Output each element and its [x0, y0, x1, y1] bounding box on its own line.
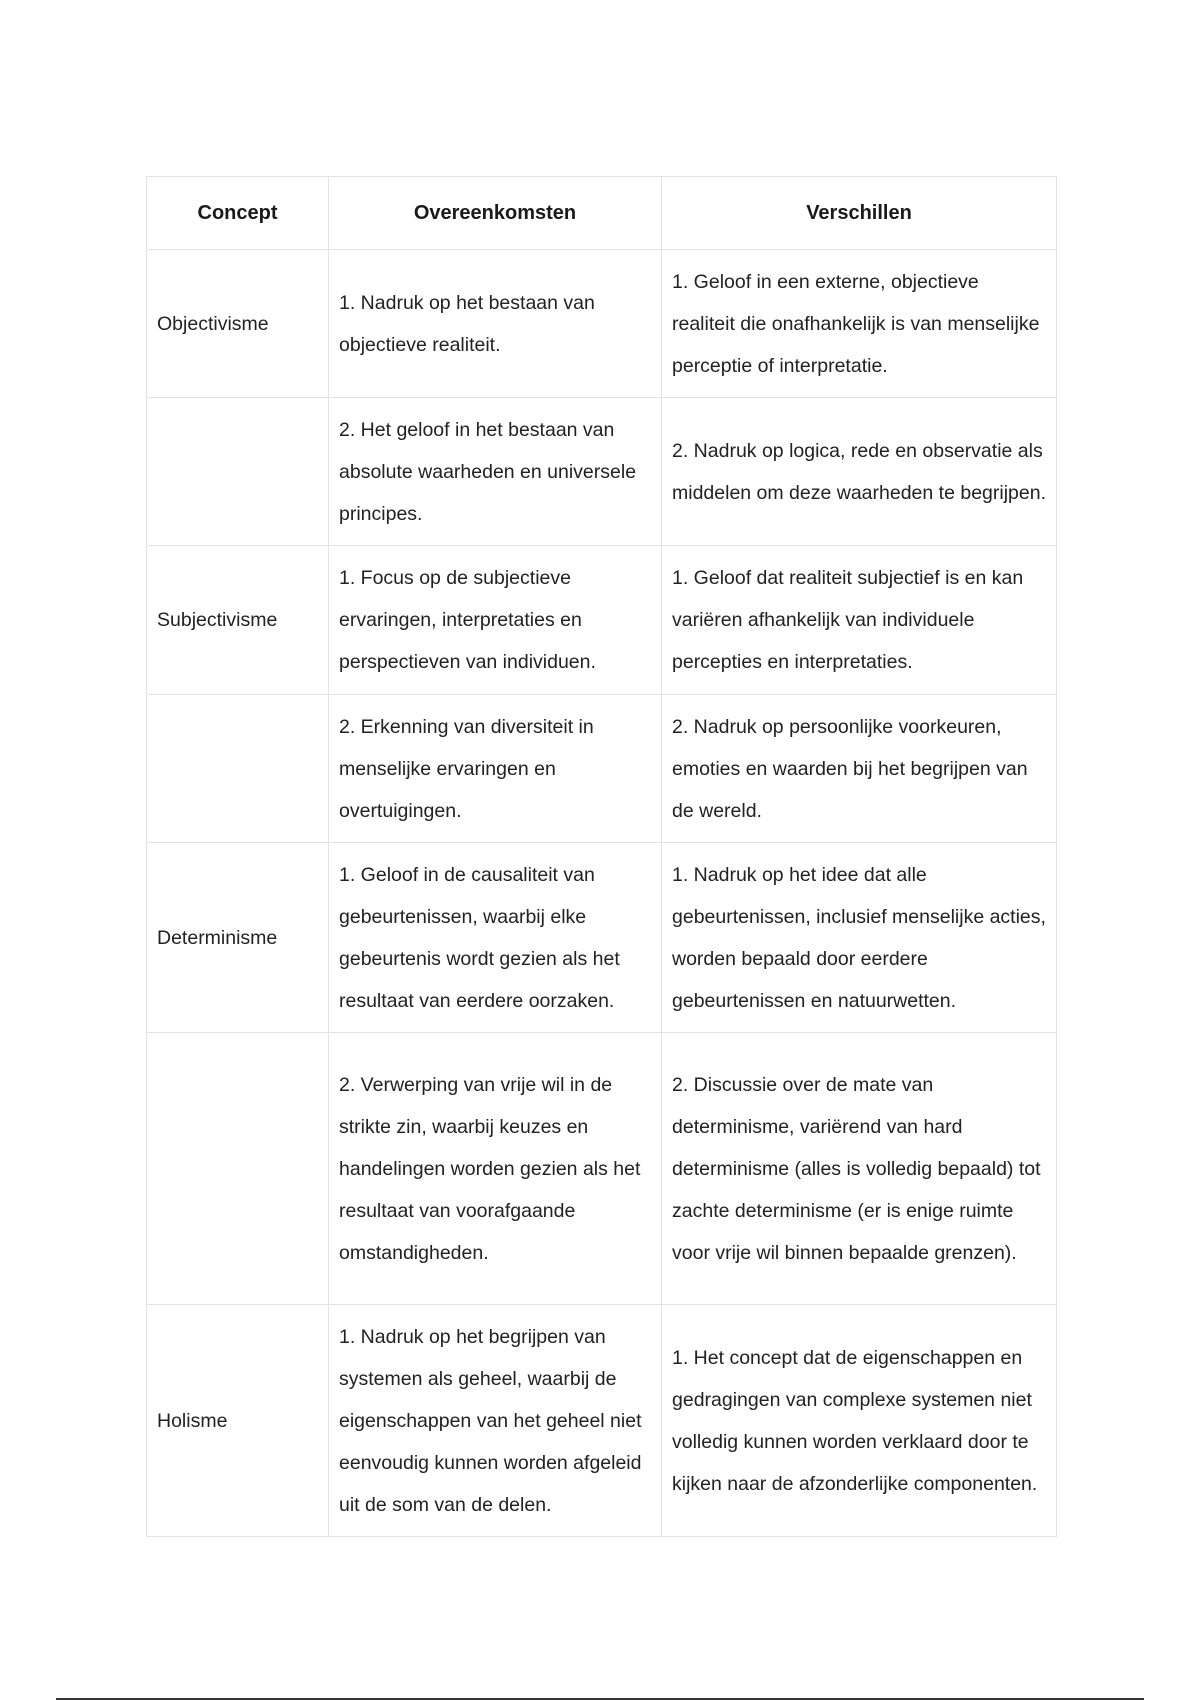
header-differences: Verschillen: [662, 177, 1057, 250]
similarity-cell: 1. Nadruk op het begrijpen van systemen als geheel, waarbij de eigenschappen van het geheel niet eenvoudig kunnen worden afgeleid uit de som van de delen.: [329, 1305, 662, 1537]
similarity-cell: 2. Verwerping van vrije wil in de strikte zin, waarbij keuzes en handelingen worden gezien als het resultaat van voorafgaande omstandigheden.: [329, 1033, 662, 1305]
header-similarities: Overeenkomsten: [329, 177, 662, 250]
concept-cell: Objectivisme: [147, 250, 329, 398]
similarity-cell: 2. Erkenning van diversiteit in menselijke ervaringen en overtuigingen.: [329, 695, 662, 843]
similarity-cell: 2. Het geloof in het bestaan van absolute waarheden en universele principes.: [329, 398, 662, 546]
difference-cell: 2. Nadruk op persoonlijke voorkeuren, emoties en waarden bij het begrijpen van de wereld.: [662, 695, 1057, 843]
table-header-row: [147, 177, 1057, 250]
similarity-cell: 1. Focus op de subjectieve ervaringen, interpretaties en perspectieven van individuen.: [329, 546, 662, 695]
table-row: [147, 695, 1057, 843]
difference-cell: 2. Discussie over de mate van determinisme, variërend van hard determinisme (alles is volledig bepaald) tot zachte determinisme (er is enige ruimte voor vrije wil binnen bepaalde grenzen).: [662, 1033, 1057, 1305]
table-row: [147, 546, 1057, 695]
table-row: [147, 1305, 1057, 1537]
difference-cell: 1. Geloof dat realiteit subjectief is en kan variëren afhankelijk van individuele percepties en interpretaties.: [662, 546, 1057, 695]
concept-cell: Determinisme: [147, 843, 329, 1033]
concept-cell: [147, 398, 329, 546]
difference-cell: 2. Nadruk op logica, rede en observatie als middelen om deze waarheden te begrijpen.: [662, 398, 1057, 546]
concept-cell: Holisme: [147, 1305, 329, 1537]
concept-cell: Subjectivisme: [147, 546, 329, 695]
difference-cell: 1. Het concept dat de eigenschappen en gedragingen van complexe systemen niet volledig kunnen worden verklaard door te kijken naar de afzonderlijke componenten.: [662, 1305, 1057, 1537]
comparison-table: [146, 176, 1057, 1537]
table-row: [147, 250, 1057, 398]
table-row: [147, 1033, 1057, 1305]
similarity-cell: 1. Nadruk op het bestaan van objectieve realiteit.: [329, 250, 662, 398]
similarity-cell: 1. Geloof in de causaliteit van gebeurtenissen, waarbij elke gebeurtenis wordt gezien als het resultaat van eerdere oorzaken.: [329, 843, 662, 1033]
header-concept: Concept: [147, 177, 329, 250]
difference-cell: 1. Nadruk op het idee dat alle gebeurtenissen, inclusief menselijke acties, worden bepaald door eerdere gebeurtenissen en natuurwetten.: [662, 843, 1057, 1033]
concept-cell: [147, 695, 329, 843]
table-row: [147, 843, 1057, 1033]
difference-cell: 1. Geloof in een externe, objectieve realiteit die onafhankelijk is van menselijke perceptie of interpretatie.: [662, 250, 1057, 398]
table-row: [147, 398, 1057, 546]
concept-cell: [147, 1033, 329, 1305]
